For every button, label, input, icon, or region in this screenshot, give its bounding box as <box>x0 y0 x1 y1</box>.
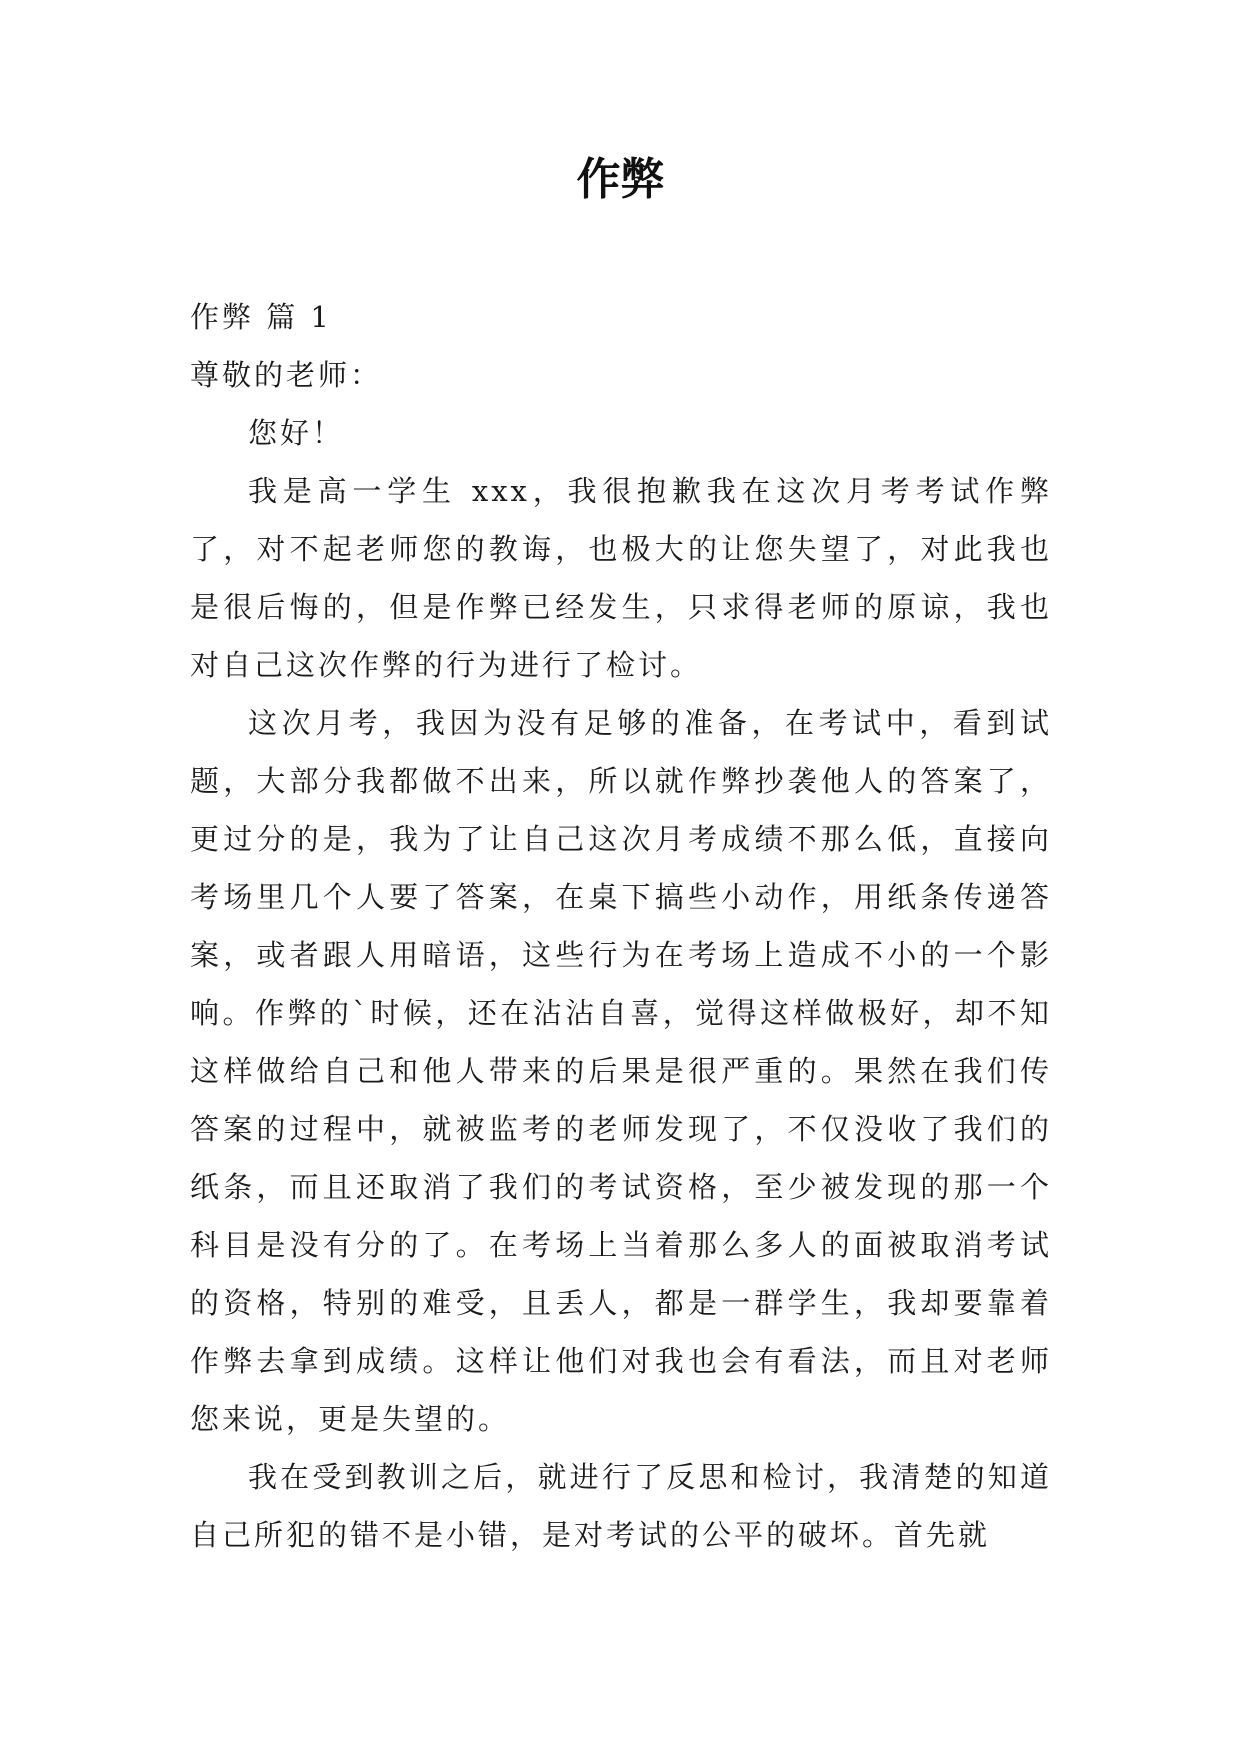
greeting: 您好！ <box>248 416 345 450</box>
document-body <box>190 288 1052 1564</box>
paragraph: 我是高一学生 xxx，我很抱歉我在这次月考考试作弊了，对不起老师您的教诲，也极大的让您失望了，对此我也是很后悔的，但是作弊已经发生，只求得老师的原谅，我也对自己这次作弊的行为进行了检讨。 <box>190 474 1052 682</box>
paragraph: 这次月考，我因为没有足够的准备，在考试中，看到试题，大部分我都做不出来，所以就作弊抄袭他人的答案了，更过分的是，我为了让自己这次月考成绩不那么低，直接向考场里几个人要了答案，在桌下搞些小动作，用纸条传递答案，或者跟人用暗语，这些行为在考场上造成不小的一个影响。作弊的`时候，还在沾沾自喜，觉得这样做极好，却不知这样做给自己和他人带来的后果是很严重的。果然在我们传答案的过程中，就被监考的老师发现了，不仅没收了我们的纸条，而且还取消了我们的考试资格，至少被发现的那一个科目是没有分的了。在考场上当着那么多人的面被取消考试的资格，特别的难受，且丢人，都是一群学生，我却要靠着作弊去拿到成绩。这样让他们对我也会有看法，而且对老师您来说，更是失望的。 <box>190 706 1052 1436</box>
salutation: 尊敬的老师： <box>190 358 383 392</box>
paragraph: 我在受到教训之后，就进行了反思和检讨，我清楚的知道自己所犯的错不是小错，是对考试的公平的破坏。首先就 <box>190 1460 1052 1552</box>
document-title: 作弊 <box>576 154 665 205</box>
section-heading: 作弊 篇 1 <box>190 300 332 334</box>
